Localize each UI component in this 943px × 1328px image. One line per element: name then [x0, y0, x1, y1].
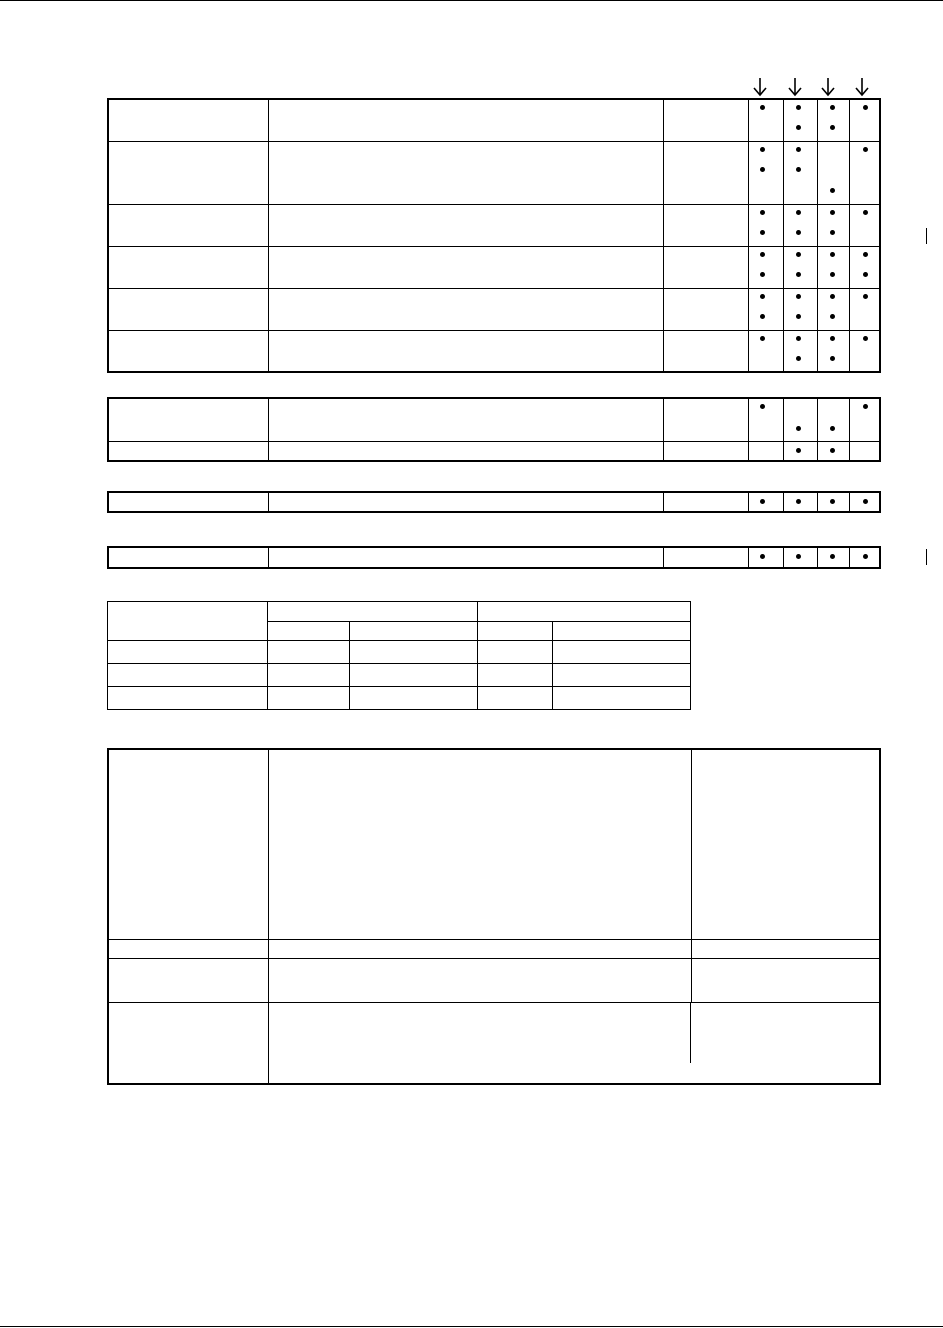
header-rule [0, 0, 943, 1]
item-cell [108, 204, 268, 246]
table-row [108, 1002, 880, 1084]
check-cell [849, 398, 880, 441]
description-cell [268, 492, 663, 512]
bullet-dot [796, 294, 801, 299]
bullet-dot [760, 336, 765, 341]
subheader-cell [268, 622, 350, 641]
bullet-dot [796, 426, 801, 431]
description-cell [268, 939, 691, 958]
check-cell [748, 441, 783, 461]
bullet-dot [760, 314, 765, 319]
description-cell [268, 246, 663, 288]
checklist-table [107, 98, 881, 373]
subheader-cell [350, 622, 478, 641]
bullet-dot [796, 314, 801, 319]
notes-cell [691, 939, 880, 958]
bullet-dot [796, 230, 801, 235]
check-cell [817, 204, 849, 246]
check-cell [849, 246, 880, 288]
header-cell [108, 602, 268, 641]
reference-cell [663, 441, 748, 461]
bullet-dot [796, 210, 801, 215]
description-cell [268, 441, 663, 461]
arrow-down-icon [821, 77, 835, 97]
description-cell [268, 398, 663, 441]
table-cell [350, 641, 478, 664]
table-cell [268, 664, 350, 687]
table-cell [108, 641, 268, 664]
bullet-dot [830, 356, 835, 361]
table-cell [268, 687, 350, 710]
bullet-dot [863, 404, 868, 409]
bullet-dot [830, 294, 835, 299]
table-cell [268, 641, 350, 664]
reference-cell [663, 330, 748, 372]
bullet-dot [830, 426, 835, 431]
bullet-dot [830, 554, 835, 559]
bullet-dot [863, 499, 868, 504]
bullet-dot [760, 147, 765, 152]
item-cell [108, 749, 268, 939]
bullet-dot [760, 105, 765, 110]
item-cell [108, 398, 268, 441]
description-cell [268, 288, 663, 330]
check-cell [817, 398, 849, 441]
bullet-dot [760, 210, 765, 215]
checklist-table [107, 491, 881, 513]
table-cell [553, 664, 691, 687]
bullet-dot [830, 105, 835, 110]
table-cell [478, 687, 553, 710]
check-cell [817, 492, 849, 512]
check-cell [748, 288, 783, 330]
reference-cell [663, 492, 748, 512]
check-cell [748, 547, 783, 568]
check-cell [783, 204, 817, 246]
bullet-dot [760, 294, 765, 299]
reference-cell [663, 246, 748, 288]
table-row [108, 246, 880, 288]
table-cell [350, 664, 478, 687]
table-row [108, 939, 880, 958]
item-cell [108, 1002, 268, 1084]
table-row [108, 687, 691, 710]
bullet-dot [830, 230, 835, 235]
item-cell [108, 330, 268, 372]
bullet-dot [830, 188, 835, 193]
bullet-dot [796, 499, 801, 504]
table-row [108, 204, 880, 246]
check-cell [748, 330, 783, 372]
table-row [108, 141, 880, 204]
check-cell [748, 398, 783, 441]
item-cell [108, 492, 268, 512]
bullet-dot [830, 448, 835, 453]
check-cell [817, 547, 849, 568]
change-bar [926, 549, 927, 565]
table-row [108, 958, 880, 1002]
check-cell [783, 547, 817, 568]
check-cell [783, 330, 817, 372]
reference-cell [663, 204, 748, 246]
item-cell [108, 547, 268, 568]
bullet-dot [760, 230, 765, 235]
check-cell [817, 288, 849, 330]
check-cell [783, 288, 817, 330]
bullet-dot [760, 272, 765, 277]
table-cell [478, 664, 553, 687]
arrow-down-icon [788, 77, 802, 97]
check-cell [849, 492, 880, 512]
table-row [108, 749, 880, 939]
matrix-table [107, 601, 691, 710]
bullet-dot [863, 294, 868, 299]
reference-cell [663, 141, 748, 204]
bullet-dot [863, 336, 868, 341]
bullet-dot [830, 314, 835, 319]
bullet-dot [863, 272, 868, 277]
check-cell [817, 246, 849, 288]
table-row [108, 288, 880, 330]
check-cell [849, 547, 880, 568]
item-cell [108, 288, 268, 330]
check-cell [849, 441, 880, 461]
check-cell [748, 204, 783, 246]
bullet-dot [796, 448, 801, 453]
bullet-dot [796, 105, 801, 110]
bullet-dot [760, 167, 765, 172]
check-cell [783, 492, 817, 512]
description-cell [268, 547, 663, 568]
bullet-dot [796, 554, 801, 559]
bullet-dot [830, 252, 835, 257]
table-header-row [108, 602, 691, 622]
table-cell [553, 641, 691, 664]
checklist-table [107, 397, 881, 462]
arrow-down-icon [855, 77, 869, 97]
arrow-down-icon [753, 77, 767, 97]
item-cell [108, 939, 268, 958]
bullet-dot [863, 210, 868, 215]
item-cell [108, 441, 268, 461]
item-cell [108, 246, 268, 288]
table-row [108, 99, 880, 141]
footer-rule [0, 1326, 943, 1327]
check-cell [817, 141, 849, 204]
check-cell [783, 246, 817, 288]
bullet-dot [863, 252, 868, 257]
check-cell [748, 141, 783, 204]
bullet-dot [863, 554, 868, 559]
change-bar [926, 228, 927, 244]
group-header-cell [268, 602, 478, 622]
reference-cell [663, 99, 748, 141]
check-cell [817, 441, 849, 461]
bullet-dot [830, 210, 835, 215]
check-cell [748, 492, 783, 512]
table-row [108, 641, 691, 664]
checklist-table [107, 546, 881, 569]
description-cell [268, 958, 691, 1002]
check-cell [783, 99, 817, 141]
bullet-dot [796, 252, 801, 257]
bullet-dot [796, 167, 801, 172]
table-row [108, 664, 691, 687]
subheader-cell [478, 622, 553, 641]
description-cell [268, 99, 663, 141]
check-cell [783, 398, 817, 441]
check-cell [817, 330, 849, 372]
item-cell [108, 141, 268, 204]
bullet-dot [830, 125, 835, 130]
check-cell [748, 246, 783, 288]
table-row [108, 398, 880, 441]
bullet-dot [830, 272, 835, 277]
bullet-dot [796, 147, 801, 152]
table-row [108, 441, 880, 461]
check-cell [849, 204, 880, 246]
bullet-dot [760, 499, 765, 504]
reference-cell [663, 398, 748, 441]
item-cell [108, 958, 268, 1002]
description-cell [268, 141, 663, 204]
bullet-dot [830, 499, 835, 504]
check-cell [783, 441, 817, 461]
check-cell [817, 99, 849, 141]
notes-cell [691, 958, 880, 1002]
bullet-dot [796, 272, 801, 277]
table-cell [553, 687, 691, 710]
check-cell [849, 288, 880, 330]
table-row [108, 492, 880, 512]
check-cell [849, 99, 880, 141]
bullet-dot [796, 356, 801, 361]
check-cell [748, 99, 783, 141]
table-cell [350, 687, 478, 710]
bullet-dot [796, 336, 801, 341]
bullet-dot [760, 404, 765, 409]
description-cell [268, 1002, 880, 1084]
description-cell [268, 204, 663, 246]
check-cell [783, 141, 817, 204]
reference-cell [663, 288, 748, 330]
bullet-dot [830, 336, 835, 341]
notes-cell [691, 749, 880, 939]
table-row [108, 547, 880, 568]
reference-cell [663, 547, 748, 568]
table-cell [478, 641, 553, 664]
bullet-dot [863, 105, 868, 110]
item-cell [108, 99, 268, 141]
check-cell [849, 330, 880, 372]
group-header-cell [478, 602, 691, 622]
table-cell [108, 664, 268, 687]
table-cell [108, 687, 268, 710]
notes-table [107, 748, 881, 1085]
partial-divider [690, 1003, 691, 1063]
bullet-dot [863, 147, 868, 152]
check-cell [849, 141, 880, 204]
description-cell [268, 330, 663, 372]
bullet-dot [796, 125, 801, 130]
bullet-dot [760, 554, 765, 559]
bullet-dot [760, 252, 765, 257]
subheader-cell [553, 622, 691, 641]
table-row [108, 330, 880, 372]
description-cell [268, 749, 691, 939]
